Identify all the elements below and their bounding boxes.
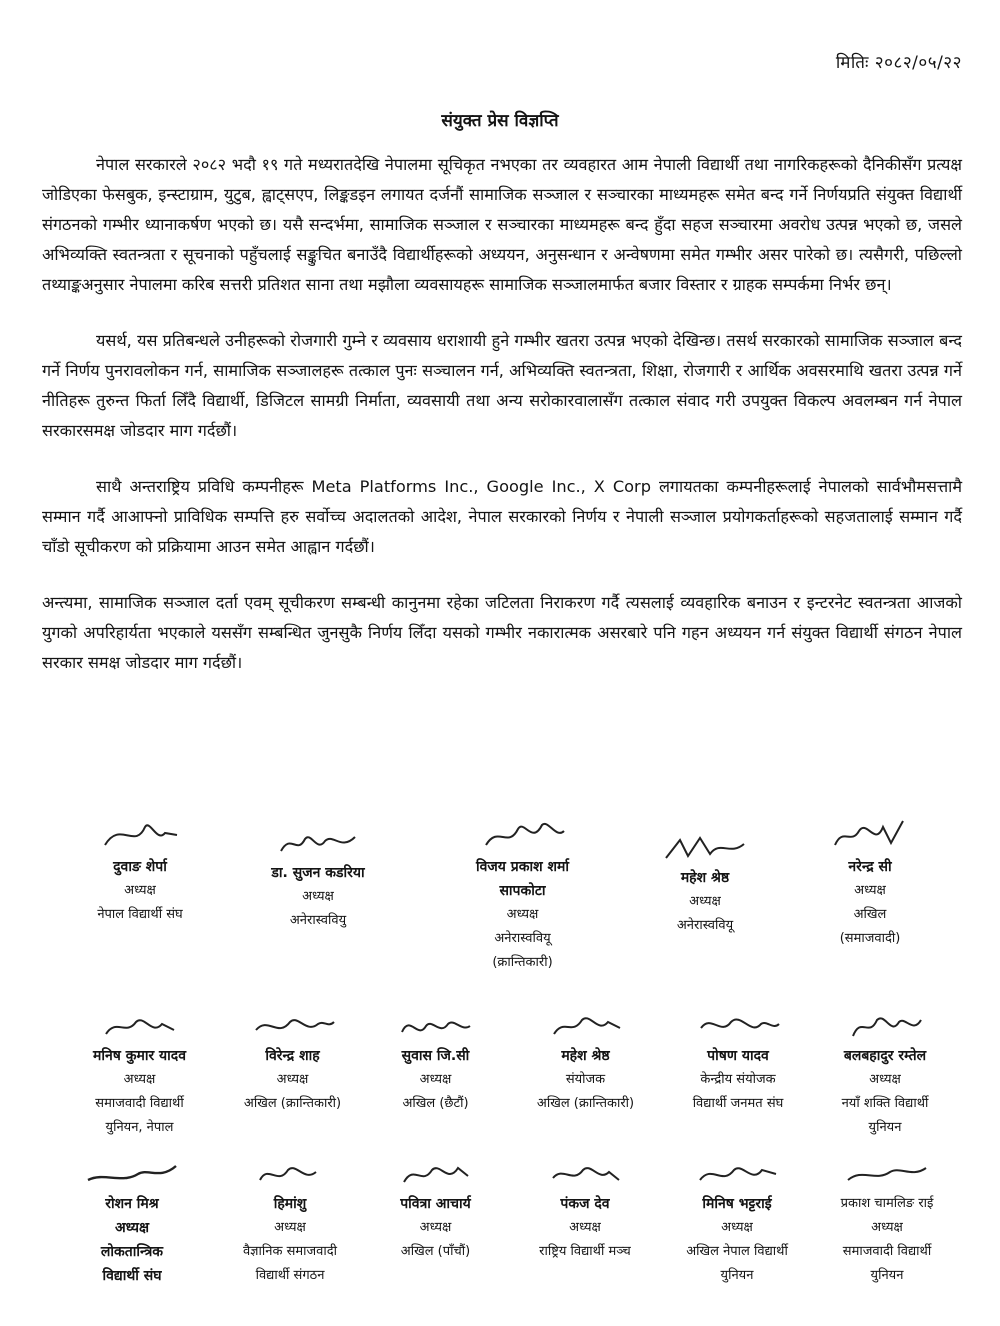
signatory-1 xyxy=(60,815,220,927)
signatory-name: प्रकाश चामलिङ राई xyxy=(840,1196,934,1211)
signatory-title: अध्यक्ष xyxy=(506,907,539,922)
signatory-organization-continued: विद्यार्थी संघ xyxy=(102,1268,162,1284)
signatory-name: महेश श्रेष्ठ xyxy=(680,870,730,886)
signatory-organization-faction: (समाजवादी) xyxy=(839,931,901,946)
signatory-organization: समाजवादी विद्यार्थी xyxy=(842,1244,932,1259)
signatory-16 xyxy=(652,1158,822,1288)
signatory-title: अध्यक्ष xyxy=(276,1072,309,1087)
signatory-organization: राष्ट्रिय विद्यार्थी मञ्च xyxy=(539,1244,631,1259)
handwritten-signature-icon xyxy=(660,830,750,866)
signatory-organization: अखिल xyxy=(853,907,887,922)
signatory-organization: लोकतान्त्रिक xyxy=(100,1244,164,1260)
signatory-3 xyxy=(440,815,605,975)
signatory-title: अध्यक्ष xyxy=(123,1072,156,1087)
signatory-name-continued: सापकोटा xyxy=(499,883,546,899)
signatory-organization: अखिल नेपाल विद्यार्थी xyxy=(686,1244,788,1259)
handwritten-signature-icon xyxy=(845,1010,925,1044)
handwritten-signature-icon xyxy=(396,1158,476,1192)
paragraph-3: साथै अन्तराष्ट्रिय प्रविधि कम्पनीहरू Meta Platforms Inc., Google Inc., X Corp लगायतका कम्पनीहरूलाई नेपालको सार्वभौमसत्तामै सम्मान गर्दै आआफ्नो प्राविधिक सम्पत्ति हरु सर्वोच्च अदालतको आदेश, नेपाल सरकारको निर्णय र नेपाली सञ्जाल प्रयोगकर्ताहरूको सहजतालाई सम्मान गर्दै चाँडो सूचीकरण को प्रक्रियामा आउन समेत आह्वान गर्दछौं। xyxy=(42,477,962,556)
signatory-organization: नयाँ शक्ति विद्यार्थी xyxy=(841,1096,929,1111)
document-date: मितिः २०८२/०५/२२ xyxy=(835,53,962,73)
signatory-name: महेश श्रेष्ठ xyxy=(561,1048,610,1064)
signatory-17 xyxy=(802,1158,972,1288)
paragraph-2: यसर्थ, यस प्रतिबन्धले उनीहरूको रोजगारी गुम्ने र व्यवसाय धराशायी हुने गम्भीर खतरा उत्पन्न भएको देखिन्छ। तसर्थ सरकारको सामाजिक सञ्जाल बन्द गर्ने निर्णय पुनरावलोकन गर्न, सामाजिक सञ्जालहरू तत्काल पुनः सञ्चालन गर्न, अभिव्यक्ति स्वतन्त्रता, शिक्षा, रोजगारी र आर्थिक अवसरमाथि खतरा उत्पन्न गर्ने नीतिहरू तुरुन्त फिर्ता लिँदै विद्यार्थी, डिजिटल सामग्री निर्माता, व्यवसायी तथा अन्य सरोकारवालासँग तत्काल संवाद गरी उपयुक्त विकल्प अवलम्बन गर्न नेपाल सरकारसमक्ष जोडदार माग गर्दछौं। xyxy=(42,331,962,440)
signatory-4 xyxy=(625,830,785,938)
signatory-8 xyxy=(358,1010,513,1116)
signatory-organization: विद्यार्थी जनमत संघ xyxy=(692,1096,784,1111)
signatory-11 xyxy=(805,1010,965,1140)
signatory-name: बलबहादुर रम्तेल xyxy=(843,1048,927,1064)
handwritten-signature-icon xyxy=(825,815,915,855)
handwritten-signature-icon xyxy=(248,1010,338,1044)
signatory-organization: वैज्ञानिक समाजवादी xyxy=(242,1244,338,1259)
signatory-organization: अनेरास्ववियु xyxy=(289,913,347,928)
signatory-title: संयोजक xyxy=(565,1072,606,1087)
signatory-organization-continued: विद्यार्थी संगठन xyxy=(255,1268,325,1283)
signatory-name: विजय प्रकाश शर्मा xyxy=(475,859,570,875)
signatory-title: अध्यक्ष xyxy=(689,894,721,909)
signatory-title: अध्यक्ष xyxy=(869,1072,901,1087)
signatory-10 xyxy=(658,1010,818,1116)
signatory-title: अध्यक्ष xyxy=(569,1220,601,1235)
signatory-organization: अनेरास्ववियू xyxy=(676,918,734,933)
handwritten-signature-icon xyxy=(95,815,185,855)
paragraph-1: नेपाल सरकारले २०८२ भदौ १९ गते मध्यरातदेखि नेपालमा सूचिकृत नभएका तर व्यवहारत आम नेपाली विद्यार्थी तथा नागरिकहरूको दैनिकीसँग प्रत्यक्ष जोडिएका फेसबुक, इन्स्टाग्राम, युटुब, ह्वाट्सएप, लिङ्कडइन लगायत दर्जनौं सामाजिक सञ्जाल र सञ्चारका माध्यमहरू समेत बन्द गर्ने निर्णयप्रति संयुक्त विद्यार्थी संगठनको गम्भीर ध्यानाकर्षण भएको छ। यसै सन्दर्भमा, सामाजिक सञ्जाल र सञ्चारका माध्यमहरू बन्द हुँदा सहज सञ्चारमा अवरोध उत्पन्न भएको छ, जसले अभिव्यक्ति स्वतन्त्रता र सूचनाको पहुँचलाई सङ्कुचित बनाउँदै विद्यार्थीहरूको अध्ययन, अनुसन्धान र अन्वेषणमा समेत गम्भीर असर पारेको छ। त्यसैगरी, पछिल्लो तथ्याङ्कअनुसार नेपालमा करिब सत्तरी प्रतिशत साना तथा मझौला व्यवसायहरू सामाजिक सञ्जालमार्फत बजार विस्तार र ग्राहक सम्पर्कमा निर्भर छन्। xyxy=(42,155,962,294)
document-title: संयुक्त प्रेस विज्ञप्ति xyxy=(441,111,559,131)
signatory-organization-continued: युनियन xyxy=(868,1120,902,1135)
signatory-organization-continued: युनियन, नेपाल xyxy=(105,1120,174,1135)
handwritten-signature-icon xyxy=(396,1010,476,1044)
handwritten-signature-icon xyxy=(546,1010,626,1044)
signatory-5 xyxy=(790,815,950,951)
signatory-title: अध्यक्ष xyxy=(114,1220,150,1236)
signatory-title: अध्यक्ष xyxy=(274,1220,306,1235)
signatory-name: डा. सुजन कडरिया xyxy=(271,865,365,881)
signatory-organization-faction: (क्रान्तिकारी) xyxy=(492,955,553,970)
signatory-organization: अखिल (क्रान्तिकारी) xyxy=(243,1096,342,1111)
signatory-title: अध्यक्ष xyxy=(419,1072,452,1087)
paragraph-4: अन्त्यमा, सामाजिक सञ्जाल दर्ता एवम् सूचीकरण सम्बन्धी कानुनमा रहेका जटिलता निराकरण गर्दै त्यसलाई व्यवहारिक बनाउन र इन्टरनेट स्वतन्त्रता आजको युगको अपरिहार्यता भएकाले यससँग सम्बन्धित जुनसुकै निर्णय लिँदा यसको गम्भीर नकारात्मक असरबारे पनि गहन अध्ययन गर्न संयुक्त विद्यार्थी संगठन नेपाल सरकार समक्ष जोडदार माग गर्दछौं। xyxy=(42,593,962,672)
handwritten-signature-icon xyxy=(82,1158,182,1192)
signatory-name: विरेन्द्र शाह xyxy=(265,1048,320,1064)
signatory-organization-continued: युनियन xyxy=(720,1268,754,1283)
signatory-name: पंकज देव xyxy=(560,1196,610,1212)
signatory-title: अध्यक्ष xyxy=(302,889,334,904)
signatory-title: अध्यक्ष xyxy=(854,883,886,898)
signatory-organization: अखिल (क्रान्तिकारी) xyxy=(536,1096,635,1111)
handwritten-signature-icon xyxy=(545,1158,625,1192)
signatory-2 xyxy=(238,825,398,933)
signatory-name: पवित्रा आचार्य xyxy=(400,1196,471,1212)
signatory-name: हिमांशु xyxy=(273,1196,307,1212)
signatory-name: मिनिष भट्टराई xyxy=(702,1196,772,1212)
signatory-title: केन्द्रीय संयोजक xyxy=(700,1072,776,1087)
handwritten-signature-icon xyxy=(692,1158,782,1192)
signatory-organization: नेपाल विद्यार्थी संघ xyxy=(97,907,183,922)
handwritten-signature-icon xyxy=(250,1158,330,1192)
signatory-12 xyxy=(52,1158,212,1288)
signatory-title: अध्यक्ष xyxy=(419,1220,452,1235)
signatory-name: दुवाङ शेर्पा xyxy=(113,859,167,875)
signatory-15 xyxy=(505,1158,665,1264)
signatory-name: मनिष कुमार यादव xyxy=(92,1048,187,1064)
signatory-organization: अनेरास्ववियू xyxy=(494,931,551,946)
signatory-organization: समाजवादी विद्यार्थी xyxy=(95,1096,184,1111)
handwritten-signature-icon xyxy=(693,1010,783,1044)
signatory-13 xyxy=(210,1158,370,1288)
signatory-name: पोषण यादव xyxy=(707,1048,769,1064)
handwritten-signature-icon xyxy=(478,815,568,855)
signatory-organization: अखिल (छैटौं) xyxy=(402,1096,469,1111)
signatory-6 xyxy=(62,1010,217,1140)
signatory-7 xyxy=(215,1010,370,1116)
signatory-name: रोशन मिश्र xyxy=(105,1196,159,1212)
signatory-name: नरेन्द्र सी xyxy=(848,859,892,875)
handwritten-signature-icon xyxy=(842,1158,932,1192)
signatory-9 xyxy=(508,1010,663,1116)
signatory-14 xyxy=(358,1158,513,1264)
signatory-title: अध्यक्ष xyxy=(871,1220,903,1235)
signatory-name: सुवास जि.सी xyxy=(401,1048,470,1064)
statement-body xyxy=(42,150,962,704)
handwritten-signature-icon xyxy=(273,825,363,861)
signatory-title: अध्यक्ष xyxy=(124,883,156,898)
signatory-organization: अखिल (पाँचौं) xyxy=(400,1244,471,1259)
signatory-organization-continued: युनियन xyxy=(870,1268,904,1283)
signatory-title: अध्यक्ष xyxy=(721,1220,753,1235)
handwritten-signature-icon xyxy=(100,1010,180,1044)
